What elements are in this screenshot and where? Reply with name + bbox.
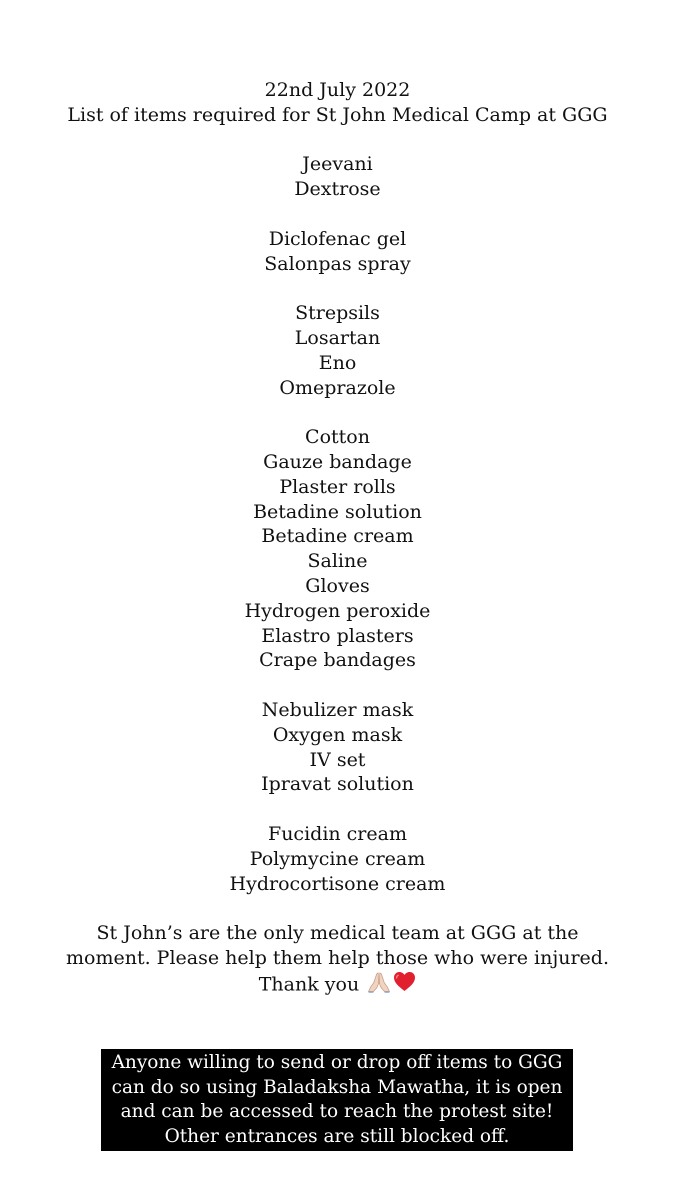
- list-item: Diclofenac gel: [268, 227, 407, 250]
- list-item: Elastro plasters: [261, 624, 414, 647]
- list-item: Saline: [307, 550, 368, 573]
- list-item: Nebulizer mask: [261, 698, 414, 721]
- praying-hands-icon: [367, 971, 391, 1000]
- footer-line: Other entrances are still blocked off.: [164, 1125, 510, 1147]
- list-item: Strepsils: [295, 302, 380, 325]
- list-item: Dextrose: [294, 178, 381, 201]
- thank-you-line: [0, 971, 675, 1000]
- item-group-3: [0, 301, 675, 400]
- list-item: Gauze bandage: [263, 450, 412, 473]
- list-item: Cotton: [305, 426, 370, 449]
- list-item: Losartan: [294, 326, 381, 349]
- list-item: Gloves: [305, 574, 370, 597]
- closing-message: [0, 921, 675, 999]
- date-line: 22nd July 2022: [264, 79, 411, 101]
- footer-notice-box: [101, 1049, 573, 1151]
- list-item: Omeprazole: [279, 376, 396, 399]
- list-title: List of items required for St John Medical Camp at GGG: [67, 103, 608, 126]
- thank-you-text: Thank you: [258, 973, 360, 996]
- story-text: [0, 78, 675, 999]
- list-item: Hydrocortisone cream: [229, 872, 446, 895]
- item-group-6: [0, 822, 675, 896]
- footer-line: Anyone willing to send or drop off items to GGG: [111, 1052, 563, 1073]
- list-item: Crape bandages: [259, 649, 416, 672]
- list-item: Jeevani: [302, 153, 373, 176]
- list-item: Fucidin cream: [268, 822, 407, 845]
- list-item: Eno: [318, 351, 357, 374]
- list-item: IV set: [309, 748, 366, 771]
- item-group-5: [0, 698, 675, 797]
- list-item: Ipravat solution: [261, 773, 414, 796]
- footer-line: can do so using Baladaksha Mawatha, it is open: [111, 1076, 563, 1098]
- list-item: Betadine solution: [253, 500, 422, 523]
- item-group-1: [0, 152, 675, 202]
- item-group-2: [0, 227, 675, 277]
- item-group-4: [0, 425, 675, 673]
- list-item: Polymycine cream: [249, 847, 426, 870]
- list-item: Salonpas spray: [264, 252, 411, 275]
- red-heart-icon: [393, 971, 416, 999]
- closing-line: moment. Please help them help those who were injured.: [66, 946, 609, 969]
- list-item: Oxygen mask: [272, 723, 403, 746]
- list-item: Betadine cream: [261, 525, 414, 548]
- list-item: Hydrogen peroxide: [244, 599, 431, 622]
- list-item: Plaster rolls: [279, 475, 396, 498]
- footer-line: and can be accessed to reach the protest site!: [120, 1101, 554, 1122]
- closing-line: St John’s are the only medical team at GGG at the: [96, 922, 579, 945]
